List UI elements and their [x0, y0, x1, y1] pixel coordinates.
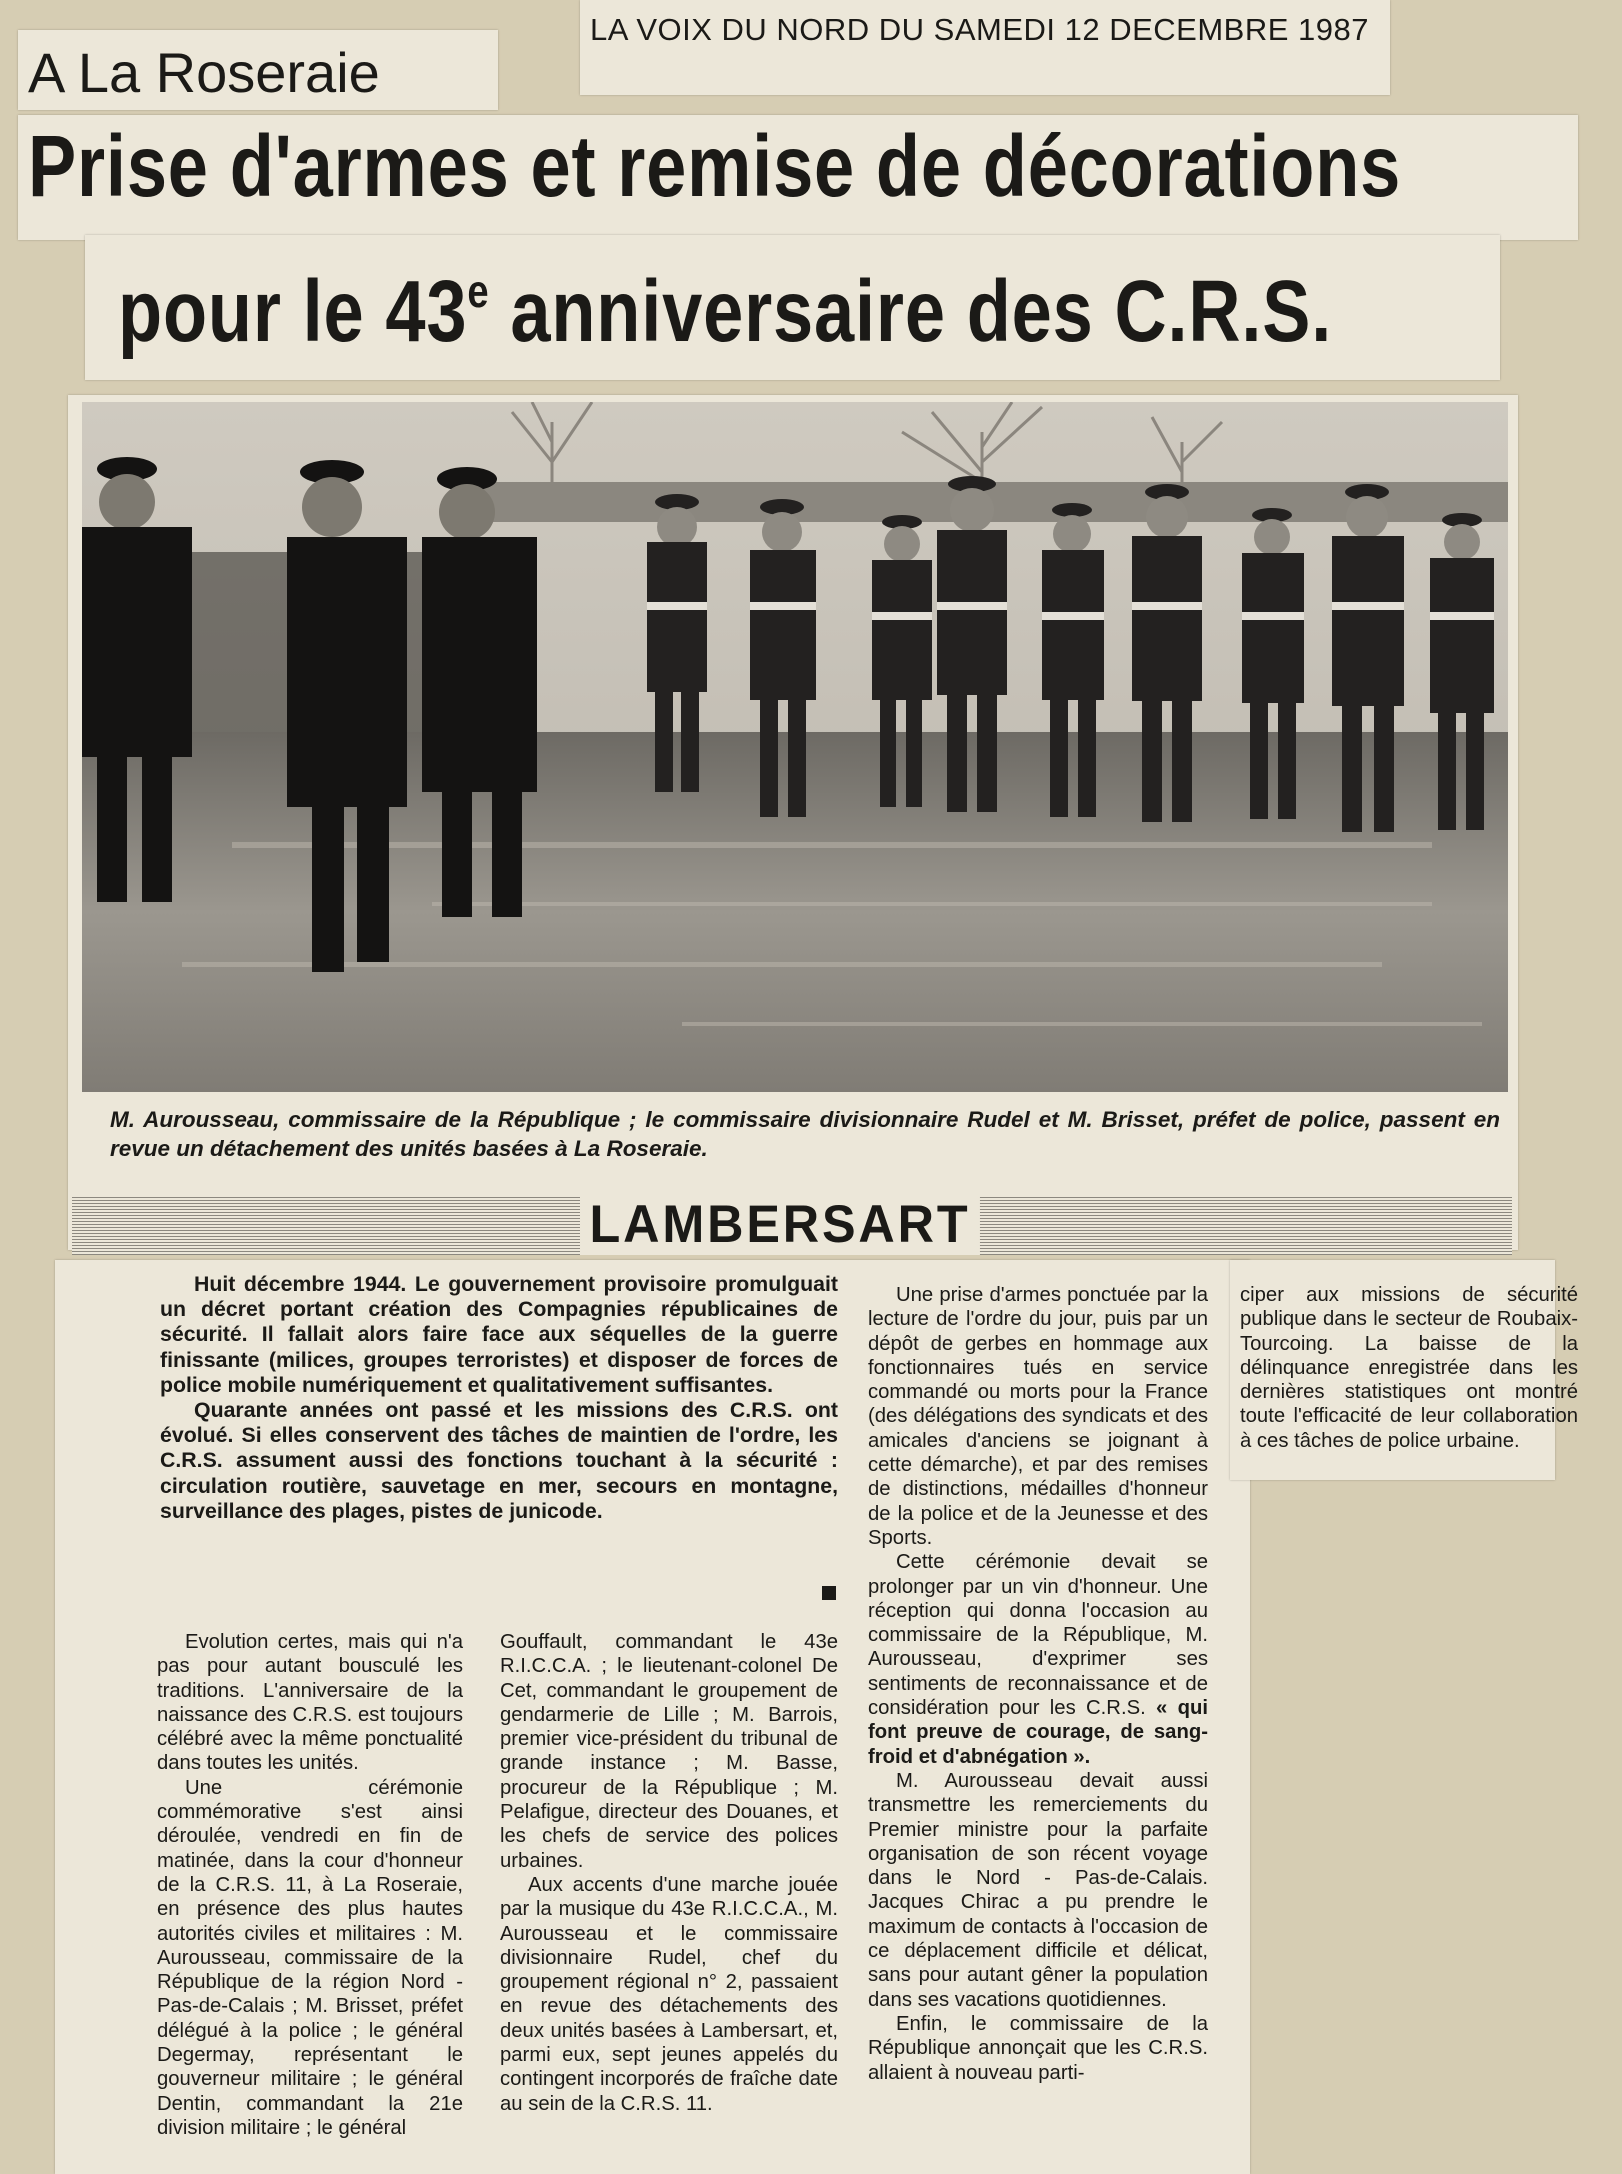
col3-paragraph-3: M. Aurousseau devait aussi transmettre les remerciements du Premier ministre pour la parfaite organisation de son récent voyage dans le Nord - Pas-de-Calais. Jacques Chirac a pu prendre le maximum de contacts à l'occasion de ce déplacement difficile et délicat, sans pour autant gêner la population dans ses vacations quotidiennes. [868, 1769, 1208, 2011]
headline-line-1: Prise d'armes et remise de décorations [28, 118, 1402, 215]
photo-caption: M. Aurousseau, commissaire de la République ; le commissaire divisionnaire Rudel et M. Brisset, préfet de police, passent en revue un détachement des unités basées à La Roseraie. [110, 1107, 1500, 1161]
lead-paragraphs [160, 1272, 838, 1524]
col3-paragraph-2-text: Cette cérémonie devait se prolonger par un vin d'honneur. Une réception qui donna l'occasion au commissaire de la République, M. Aurousseau, d'exprimer ses sentiments de reconnaissance et de considération pour les C.R.S. [868, 1551, 1208, 1720]
col1-paragraph-2: Une cérémonie commémorative s'est ainsi déroulée, vendredi en fin de matinée, dans la cour d'honneur de la C.R.S. 11, à La Roseraie, en présence des plus hautes autorités civiles et militaires : M. Aurousseau, commissaire de la République de la région Nord - Pas-de-Calais ; M. Brisset, préfet délégué à la police ; le général Degermay, représentant le gouverneur militaire ; le général Dentin, commandant la 21e division militaire ; le général [157, 1776, 463, 2139]
col1-paragraph-1: Evolution certes, mais qui n'a pas pour autant bousculé les traditions. L'anniversaire de la naissance des C.R.S. est toujours célébré avec la même ponctualité dans toutes les unités. [157, 1631, 463, 1775]
col2-paragraph-2: Aux accents d'une marche jouée par la musique du 43e R.I.C.C.A., M. Aurousseau et le commissaire divisionnaire Rudel, chef du groupement régional n° 2, passaient en revue des détachements des deux unités basées à Lambersart, et, parmi eux, sept jeunes appelés du contingent incorporés de fraîche date au sein de la C.R.S. 11. [500, 1873, 838, 2115]
headline-2-post: anniversaire des C.R.S. [489, 263, 1333, 360]
col3-paragraph-2 [868, 1550, 1208, 1769]
article-column-3 [868, 1283, 1208, 2085]
lead-paragraph-1: Huit décembre 1944. Le gouvernement provisoire promulguait un décret portant création des Compagnies républicaines de sécurité. Il fallait alors faire face aux séquelles de la guerre finissante (milices, groupes terroristes) et disposer de forces de police mobile numériquement et qualitativement suffisantes. [160, 1272, 838, 1397]
section-banner-label: LAMBERSART [580, 1194, 980, 1255]
article-column-4 [1240, 1283, 1578, 1453]
col3-paragraph-4: Enfin, le commissaire de la République annonçait que les C.R.S. allaient à nouveau parti- [868, 2012, 1208, 2084]
article-column-1 [157, 1630, 463, 2140]
lead-paragraph-2: Quarante années ont passé et les missions des C.R.S. ont évolué. Si elles conservent des tâches de maintien de l'ordre, les C.R.S. assument aussi des fonctions touchant à la sécurité : circulation routière, sauvetage en mer, secours en montagne, surveillance des plages, pistes de junicode. [160, 1398, 838, 1523]
headline-2-sup: e [467, 265, 490, 317]
col3-quote: « qui font preuve de courage, de sang-froid et d'abnégation ». [868, 1697, 1209, 1768]
col2-paragraph-1: Gouffault, commandant le 43e R.I.C.C.A. ; le lieutenant-colonel De Cet, commandant le groupement de gendarmerie de Lille ; M. Barrois, premier vice-président du tribunal de grande instance ; M. Basse, procureur de la République ; M. Pelafigue, directeur des Douanes, et les chefs de service des polices urbaines. [500, 1631, 838, 1872]
parade-photo-drawing [82, 402, 1508, 1092]
article-column-2 [500, 1630, 838, 2116]
col3-paragraph-1: Une prise d'armes ponctuée par la lecture de l'ordre du jour, puis par un dépôt de gerbes en hommage aux fonctionnaires tués en service commandé ou morts pour la France (des délégations des syndicats et des amicales d'anciens se joignant à cette démarche), et par des remises de distinctions, médailles d'honneur de la police et de la Jeunesse et des Sports. [868, 1284, 1208, 1549]
col4-paragraph-1: ciper aux missions de sécurité publique dans le secteur de Roubaix-Tourcoing. La baisse de la délinquance enregistrée dans les dernières statistiques ont montré toute l'efficacité de leur collaboration à ces tâches de police urbaine. [1240, 1284, 1578, 1452]
headline-line-2 [118, 262, 1332, 362]
lead-end-mark [822, 1586, 836, 1600]
parade-photo [82, 402, 1508, 1092]
kicker: A La Roseraie [28, 41, 380, 104]
date-line: LA VOIX DU NORD DU SAMEDI 12 DECEMBRE 1987 [590, 12, 1370, 47]
headline-2-pre: pour le 43 [118, 263, 468, 360]
